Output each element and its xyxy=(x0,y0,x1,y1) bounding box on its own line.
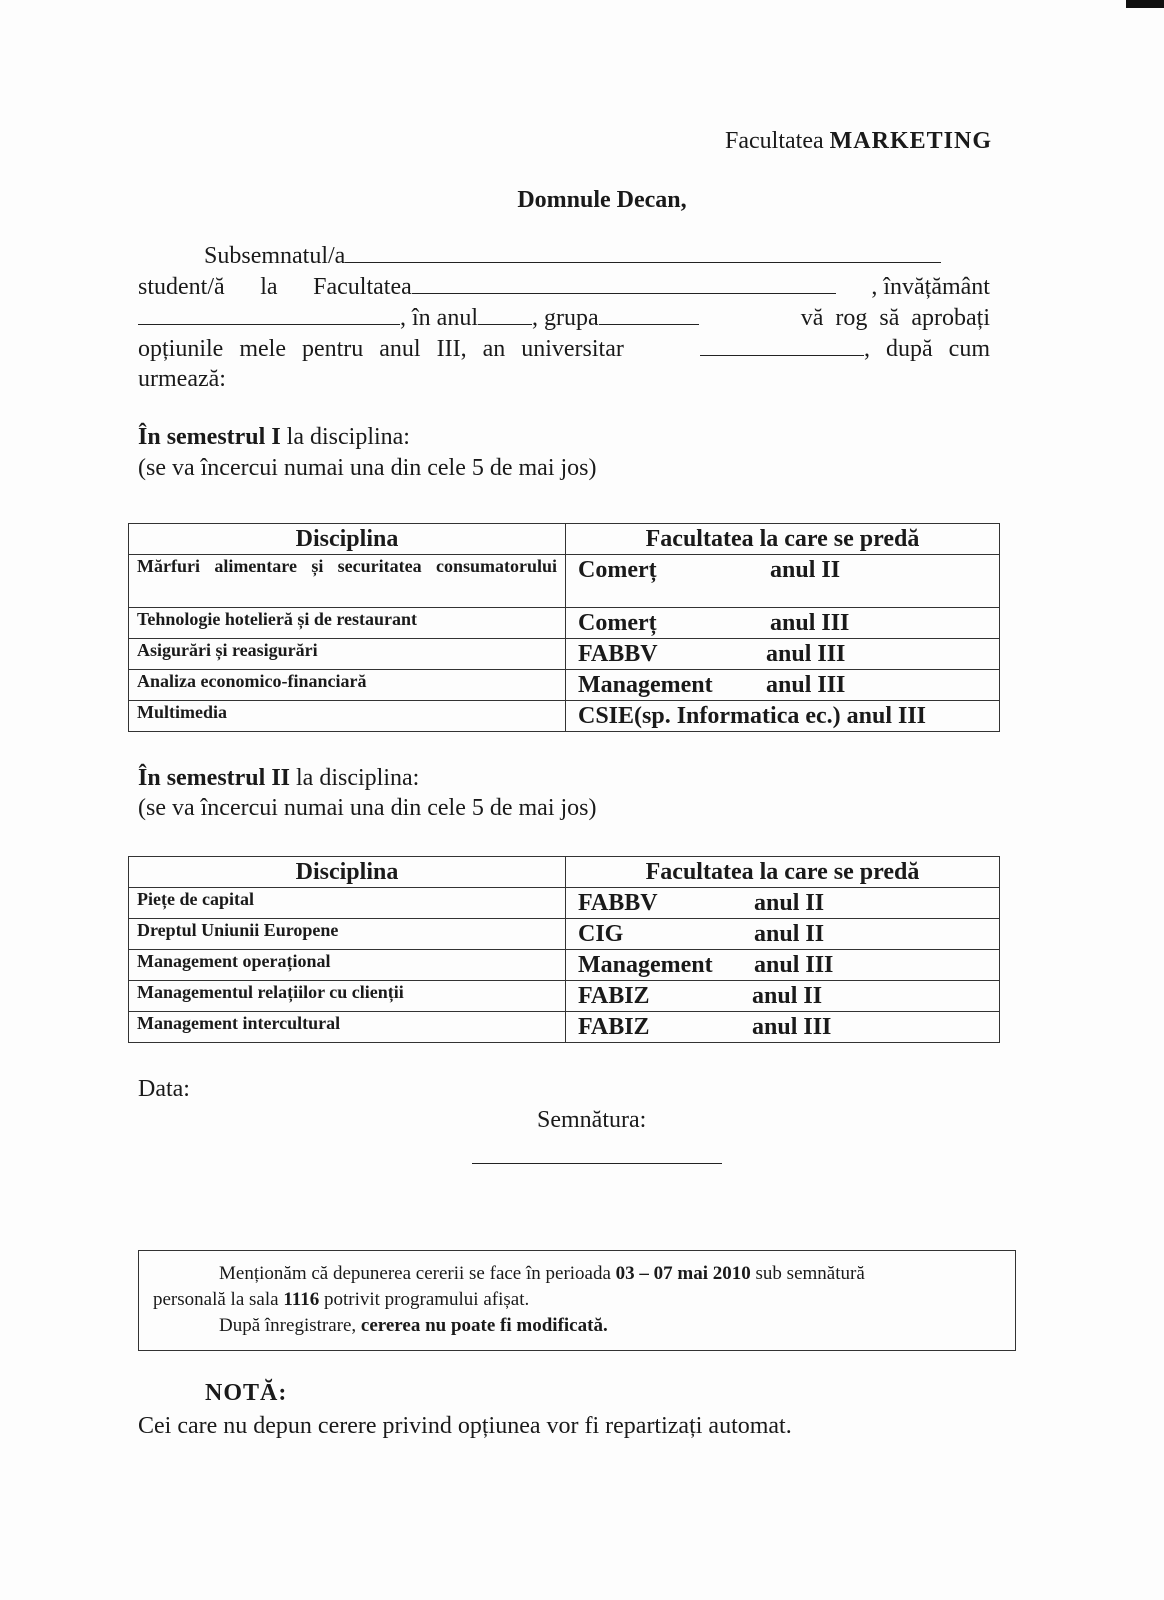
date-label: Data: xyxy=(138,1076,190,1102)
notice-period: 03 – 07 mai 2010 xyxy=(615,1263,751,1284)
faculty-name: MARKETING xyxy=(829,128,992,154)
table-row[interactable] xyxy=(129,701,1000,732)
semester1-table xyxy=(128,523,1000,732)
discipline-cell: Piețe de capital xyxy=(129,888,566,919)
request-line-2 xyxy=(138,274,990,301)
discipline-cell: Dreptul Uniunii Europene xyxy=(129,919,566,950)
faculty-cell: Management xyxy=(578,952,713,978)
faculty-cell: Management xyxy=(578,672,713,698)
notice-line-2 xyxy=(153,1287,1001,1313)
col-faculty: Facultatea la care se predă xyxy=(566,857,1000,888)
notice-line-3 xyxy=(153,1313,1001,1339)
faculty-heading xyxy=(725,128,992,155)
notice-text: personală la sala xyxy=(153,1289,279,1310)
year-cell: anul III xyxy=(766,672,846,698)
year-cell: anul II xyxy=(754,890,825,916)
semester2-title xyxy=(138,765,419,792)
year-field[interactable] xyxy=(478,306,532,325)
education-form-field[interactable] xyxy=(138,306,400,325)
year-cell: anul III xyxy=(754,952,834,978)
table-row[interactable] xyxy=(129,639,1000,670)
name-label: Subsemnatul/a xyxy=(204,243,346,269)
faculty-cell: Comerț xyxy=(578,610,657,636)
faculty-cell: FABIZ xyxy=(578,983,650,1009)
signature-label: Semnătura: xyxy=(537,1107,647,1133)
faculty-cell: FABBV xyxy=(578,890,658,916)
notice-box xyxy=(138,1250,1016,1351)
student-label: student/ă xyxy=(138,274,225,300)
col-faculty: Facultatea la care se predă xyxy=(566,524,1000,555)
discipline-cell: Multimedia xyxy=(129,701,566,732)
table-row[interactable] xyxy=(129,670,1000,701)
nota-title: NOTĂ: xyxy=(205,1380,288,1406)
year-cell: anul III xyxy=(846,703,927,729)
faculty-cell: FABIZ xyxy=(578,1014,650,1040)
group-field[interactable] xyxy=(599,306,699,325)
year-cell: anul II xyxy=(754,921,825,947)
notice-line-1 xyxy=(153,1261,1001,1287)
request-line-3 xyxy=(138,305,990,332)
faculty-cell: CSIE(sp. Informatica ec.) xyxy=(578,703,841,729)
notice-text: sub semnătură xyxy=(755,1263,865,1284)
la-label: la xyxy=(260,274,278,300)
request-line-4 xyxy=(138,336,990,363)
scan-edge-mark xyxy=(1126,0,1164,8)
col-discipline: Disciplina xyxy=(129,857,566,888)
discipline-cell: Tehnologie hotelieră și de restaurant xyxy=(129,608,566,639)
table-row[interactable] xyxy=(129,555,1000,608)
notice-text: Menționăm că depunerea cererii se face în perioada xyxy=(219,1263,611,1284)
request-line-5: urmează: xyxy=(138,366,226,392)
table-row[interactable] xyxy=(129,608,1000,639)
faculty-cell: CIG xyxy=(578,921,624,947)
group-label: , grupa xyxy=(532,305,599,331)
semester2-title-bold: În semestrul II xyxy=(138,765,291,791)
semester1-title-bold: În semestrul I xyxy=(138,424,281,450)
discipline-cell: Management intercultural xyxy=(129,1012,566,1043)
faculty-label: Facultatea xyxy=(313,274,412,300)
faculty-cell: FABBV xyxy=(578,641,658,667)
table-row[interactable] xyxy=(129,888,1000,919)
greeting: Domnule Decan, xyxy=(517,187,687,213)
discipline-cell: Managementul relațiilor cu clienții xyxy=(129,981,566,1012)
semester2-title-suffix: la disciplina: xyxy=(296,765,420,791)
discipline-cell: Mărfuri alimentare și securitatea consumatorului xyxy=(129,555,566,608)
table-row[interactable] xyxy=(129,981,1000,1012)
year-cell: anul II xyxy=(770,557,841,583)
faculty-prefix: Facultatea xyxy=(725,128,824,154)
table-row[interactable] xyxy=(129,950,1000,981)
col-discipline: Disciplina xyxy=(129,524,566,555)
faculty-field[interactable] xyxy=(412,275,836,294)
request-line-1 xyxy=(138,243,990,270)
signature-field[interactable] xyxy=(472,1163,722,1164)
approve-label: vă rog să aprobați xyxy=(800,305,990,331)
notice-text: potrivit programului afișat. xyxy=(323,1289,530,1310)
semester1-title-suffix: la disciplina: xyxy=(286,424,410,450)
notice-room: 1116 xyxy=(283,1289,320,1310)
year-cell: anul III xyxy=(752,1014,832,1040)
table-row[interactable] xyxy=(129,919,1000,950)
semester1-title xyxy=(138,424,410,451)
options-label: opțiunile mele pentru anul III, an universitar xyxy=(138,336,624,362)
year-cell: anul II xyxy=(752,983,823,1009)
year-cell: anul III xyxy=(770,610,850,636)
education-label: , învățământ xyxy=(871,274,990,300)
table-row[interactable] xyxy=(129,1012,1000,1043)
notice-warning: cererea nu poate fi modificată. xyxy=(360,1315,608,1336)
faculty-cell: Comerț xyxy=(578,557,657,583)
follows-label: , după cum xyxy=(864,336,990,362)
name-field[interactable] xyxy=(345,244,941,263)
discipline-cell: Asigurări și reasigurări xyxy=(129,639,566,670)
academic-year-field[interactable] xyxy=(700,337,864,356)
year-cell: anul III xyxy=(766,641,846,667)
year-label: , în anul xyxy=(400,305,478,331)
semester2-subtitle: (se va încercui numai una din cele 5 de mai jos) xyxy=(138,795,597,821)
nota-text: Cei care nu depun cerere privind opțiunea vor fi repartizați automat. xyxy=(138,1413,792,1439)
semester1-subtitle: (se va încercui numai una din cele 5 de mai jos) xyxy=(138,455,597,481)
semester2-table xyxy=(128,856,1000,1043)
discipline-cell: Analiza economico-financiară xyxy=(129,670,566,701)
discipline-cell: Management operațional xyxy=(129,950,566,981)
notice-text: După înregistrare, xyxy=(219,1315,357,1336)
